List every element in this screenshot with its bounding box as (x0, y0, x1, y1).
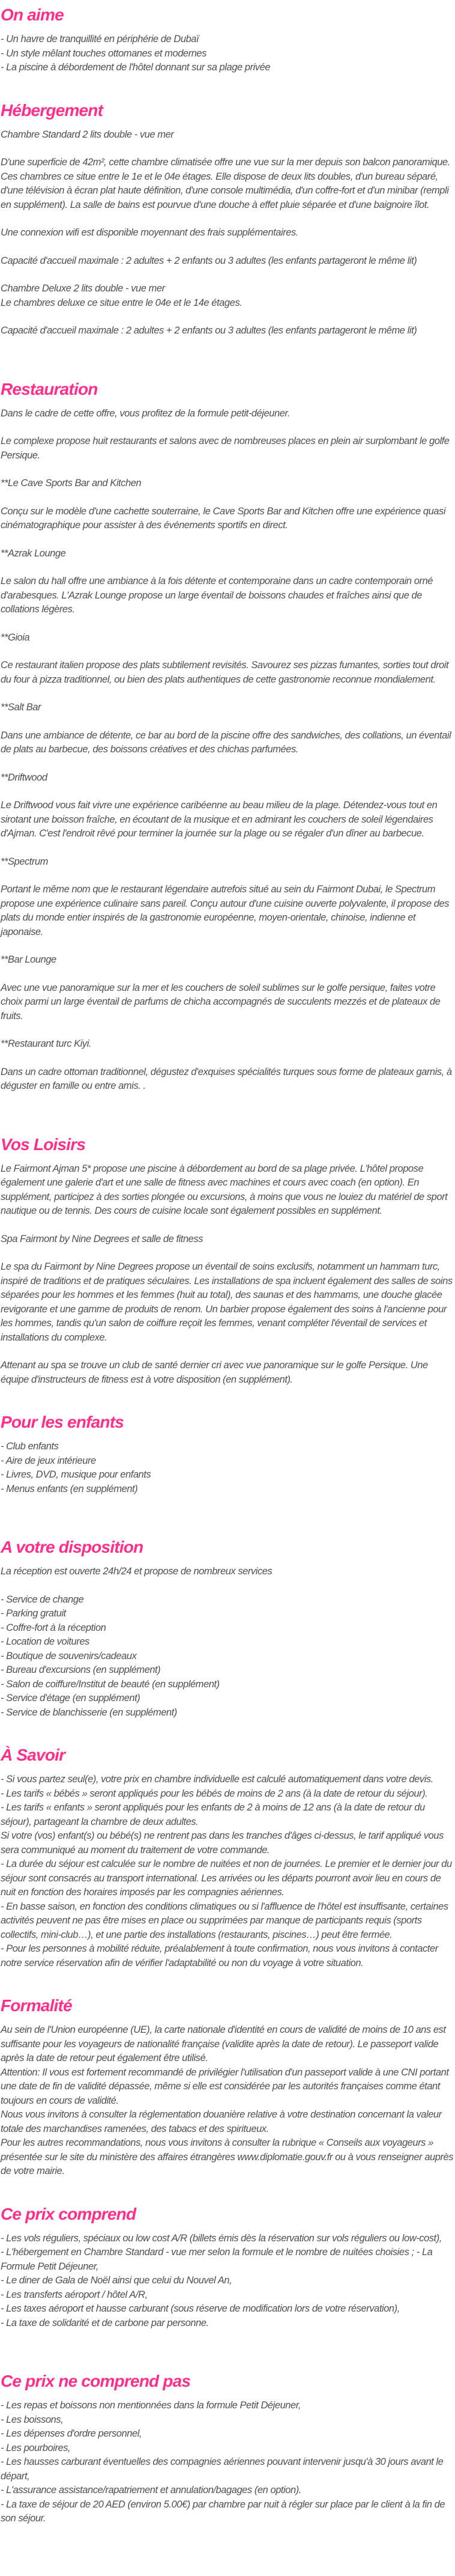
list-item: - La piscine à débordement de l'hôtel donnant sur sa plage privée (1, 62, 271, 73)
paragraph-group (1, 282, 455, 310)
section-hebergement (1, 102, 455, 338)
subheading: **Azrak Lounge (1, 547, 66, 559)
list-item: - Boutique de souvenirs/cadeaux (1, 1650, 137, 1661)
text-line: Le chambres deluxe ce situe entre le 04e et le 14e étages. (1, 297, 243, 308)
paragraph: Capacité d'accueil maximale : 2 adultes + 2 enfants ou 3 adultes (les enfants partageront le même lit) (1, 255, 417, 266)
list (1, 2232, 455, 2331)
section-heading-a-votre-disposition: A votre disposition (1, 1538, 143, 1556)
list-item: - Pour les personnes à mobilité réduite, préalablement à toute confirmation, nous vous invitons à contacter notre service réservation afin de vérifier l'adaptabilité ou non du voyage à votre situation. (1, 1943, 438, 1969)
list-item: - Si vous partez seul(e), votre prix en chambre individuelle est calculé automatiquement dans votre devis. (1, 1774, 433, 1785)
paragraph: Dans un cadre ottoman traditionnel, dégustez d'exquises spécialités turques sous forme de plateaux garnis, à déguster en famille ou entre amis. . (1, 1066, 452, 1091)
list-item: - Un havre de tranquillité en périphérie de Dubaï (1, 34, 199, 44)
paragraph: Le Driftwood vous fait vivre une expérience caribéenne au beau milieu de la plage. Détendez-vous tout en sirotant une boisson fraîche, en écoutant de la musique et en admirant les couchers de soleil légendaires d'Ajman. C'est l'endroit rêvé pour terminer la journée sur la plage ou se régaler d'un dîner au barbecue. (1, 800, 438, 839)
list-item: - La durée du séjour est calculée sur le nombre de nuitées et non de journées. Le premier et le dernier jour du séjour sont consacrés au transport international. Les arrivées ou les départs pourront avoir lieu en cours de nuit en fonction des horaires imposés par les compagnies aériennes. (1, 1859, 452, 1898)
list-item: - Les dépenses d'ordre personnel, (1, 2428, 142, 2439)
subheading: **Salt Bar (1, 702, 41, 713)
paragraph: Le salon du hall offre une ambiance à la fois détente et contemporaine dans un cadre contemporain orné d'arabesques. L'Azrak Lounge propose un large éventail de boissons chaudes et fraîches ainsi que de collations légères. (1, 576, 433, 615)
list-item: Au sein de l'Union européenne (UE), la carte nationale d'identité en cours de validité de moins de 10 ans est suffisante pour les voyageurs de nationalité française (validite après la date de retour). Le passeport valide après la date de retour peut également être utilisé. (1, 2024, 446, 2063)
list-item: - Les vols réguliers, spéciaux ou low cost A/R (billets émis dès la réservation sur vols réguliers ou low-cost), (1, 2232, 442, 2244)
list-item: - Parking gratuit (1, 1608, 66, 1619)
paragraph: Une connexion wifi est disponible moyennant des frais supplémentaires. (1, 227, 298, 238)
section-heading-vos-loisirs: Vos Loisirs (1, 1134, 86, 1154)
list-item: - Salon de coiffure/Institut de beauté (en supplément) (1, 1678, 220, 1690)
paragraph: Ce restaurant italien propose des plats subtilement revisités. Savourez ses pizzas fumantes, sorties tout droit du four à pizza traditionnel, ou bien des plats authentiques de cette gastronomie reconnue mondialement. (1, 660, 449, 685)
section-a-savoir (1, 1746, 455, 1970)
section-formalite (1, 1997, 455, 2179)
text-line: Chambre Deluxe 2 lits double - vue mer (1, 283, 165, 294)
subheading: **Bar Lounge (1, 954, 56, 965)
section-heading-hebergement: Hébergement (1, 100, 103, 120)
list-item: - Menus enfants (en supplément) (1, 1483, 138, 1494)
section-on-aime (1, 6, 455, 75)
list (1, 1773, 455, 1970)
list-item: - En basse saison, en fonction des conditions climatiques ou si l'affluence de l'hôtel est insuffisante, certaines activités peuvent ne pas être mises en place ou supprimées par manque de participants requis (sports collectifs, mini-club…), et une partie des installations (restaurants, piscines…) peut être fermée. (1, 1901, 448, 1940)
section-heading-restauration: Restauration (1, 379, 98, 398)
subheading: **Gioia (1, 632, 30, 643)
list-item: - Les hausses carburant éventuelles des compagnies aériennes pouvant intervenir jusqu'à 30 jours avant le départ, (1, 2456, 444, 2482)
list (1, 1593, 455, 1720)
list-item: - Livres, DVD, musique pour enfants (1, 1469, 151, 1480)
list (1, 2023, 455, 2179)
list-item: - Service de blanchisserie (en supplément) (1, 1707, 177, 1718)
list-item: - Bureau d'excursions (en supplément) (1, 1664, 161, 1675)
list-item: - Les tarifs « bébés » seront appliqués pour les bébés de moins de 2 ans (à la date de retour du séjour). (1, 1788, 428, 1799)
list-item: - Coffre-fort à la réception (1, 1622, 106, 1633)
list (1, 32, 455, 75)
list-item: - Location de voitures (1, 1636, 89, 1647)
subheading: Spa Fairmont by Nine Degrees et salle de fitness (1, 1233, 203, 1244)
section-restauration (1, 380, 455, 1094)
paragraph: Le Fairmont Ajman 5* propose une piscine à débordement au bord de sa plage privée. L'hôtel propose également une galerie d'art et une salle de fitness avec machines et cours avec coach (en option). En supplément, participez à des sorties plongée ou excursions, à moins que vous ne louiez du matériel de sport nautique ou de tennis. Des cours de cuisine locale sont également possibles en supplément. (1, 1163, 448, 1216)
paragraph: Capacité d'accueil maximale : 2 adultes + 2 enfants ou 3 adultes (les enfants partageront le même lit) (1, 325, 417, 336)
list-item: - Les repas et boissons non mentionnées dans la formule Petit Déjeuner, (1, 2400, 301, 2411)
list-item: - Les transferts aéroport / hôtel A/R, (1, 2289, 148, 2300)
list-item: - L'assurance assistance/rapatriement et annulation/bagages (en option). (1, 2485, 301, 2495)
section-heading-pour-les-enfants: Pour les enfants (1, 1413, 124, 1431)
list-item: - Service de change (1, 1594, 84, 1605)
section-ce-prix-ne-comprend-pas (1, 2372, 455, 2526)
list-item: - Aire de jeux intérieure (1, 1455, 96, 1466)
subheading: **Restaurant turc Kiyi. (1, 1038, 92, 1049)
list-item: - Un style mêlant touches ottomanes et modernes (1, 47, 206, 59)
list (1, 1440, 455, 1496)
list-item: Si votre (vos) enfant(s) ou bébé(s) ne rentrent pas dans les tranches d'âges ci-dessus, le tarif appliqué vous sera communiqué au moment du traitement de votre commande. (1, 1830, 444, 1856)
list (1, 2399, 455, 2526)
list-item: - La taxe de séjour de 20 AED (environ 5.00€) par chambre par nuit à régler sur place par le client à la fin de son séjour. (1, 2498, 445, 2524)
list-item: - L'hébergement en Chambre Standard - vue mer selon la formule et le nombre de nuitées choisies ; - La Formule Petit Déjeuner, (1, 2247, 433, 2272)
section-a-votre-disposition (1, 1538, 455, 1720)
list-item: Attention: Il vous est fortement recommandé de privilégier l'utilisation d'un passeport valide à une CNI portant une date de fin de validité dépassée, même si elle est considérée par les autorités françaises comme étant toujours en cours de validité. (1, 2066, 449, 2106)
paragraph: Conçu sur le modèle d'une cachette souterraine, le Cave Sports Bar and Kitchen offre une expérience quasi cinématographique pour assister à des événements sportifs en direct. (1, 505, 446, 531)
list-item: - Les taxes aéroport et hausse carburant (sous réserve de modification lors de votre réservation), (1, 2303, 400, 2314)
subheading: Chambre Standard 2 lits double - vue mer (1, 129, 174, 140)
paragraph: Attenant au spa se trouve un club de santé dernier cri avec vue panoramique sur le golfe Persique. Une équipe d'instructeurs de fitness est à votre disposition (en supplément). (1, 1360, 428, 1385)
paragraph: La réception est ouverte 24h/24 et propose de nombreux services (1, 1566, 273, 1577)
list-item: - Les tarifs « enfants » seront appliqués pour les enfants de 2 à moins de 12 ans (à la date de retour du séjour), partageant la chambre de deux adultes. (1, 1802, 425, 1827)
paragraph: D'une superficie de 42m², cette chambre climatisée offre une vue sur la mer depuis son balcon panoramique. Ces chambres ce situe entre le 1e et le 04e étages. Elle dispose de deux lits doubles, d'un bureau séparé, d'une télévision à écran plat haute définition, d'une console multimédia, d'un coffre-fort et d'un minibar (rempli en supplément). La salle de bains est pourvue d'une douche à effet pluie séparée et d'une baignoire îlot. (1, 157, 450, 210)
section-heading-a-savoir: À Savoir (1, 1746, 65, 1764)
paragraph: Avec une vue panoramique sur la mer et les couchers de soleil sublimes sur le golfe persique, faites votre choix parmi un large éventail de parfums de chicha accompagnés de succulents mezzés et de plateaux de fruits. (1, 982, 441, 1022)
subheading: **Spectrum (1, 856, 48, 867)
list-item: - La taxe de solidarité et de carbone par personne. (1, 2317, 209, 2328)
section-ce-prix-comprend (1, 2205, 455, 2331)
subheading: **Driftwood (1, 772, 47, 783)
section-vos-loisirs (1, 1136, 455, 1387)
section-heading-formalite: Formalité (1, 1996, 72, 2015)
list-item: - Les boissons, (1, 2414, 64, 2425)
paragraph: Le spa du Fairmont by Nine Degrees propose un éventail de soins exclusifs, notamment un hammam turc, inspiré de traditions et de pratiques séculaires. Les installations de spa incluent également des salles de soins séparées pour les hommes et les femmes (huit au total), des saunas et des hammams, une douche glacée revigorante et une gamme de produits de renom. Un barbier propose également des soins à l'ancienne pour les hommes, tandis qu'un salon de coiffure reçoit les femmes, venant compléter l'éventail de services et installations du complexe. (1, 1261, 453, 1343)
subheading: **Le Cave Sports Bar and Kitchen (1, 478, 142, 489)
section-pour-les-enfants (1, 1413, 455, 1496)
list-item: - Service d'étage (en supplément) (1, 1693, 140, 1704)
section-heading-on-aime: On aime (1, 5, 64, 24)
list-item: - Le diner de Gala de Noël ainsi que celui du Nouvel An, (1, 2275, 232, 2286)
list-item: - Les pourboires, (1, 2442, 71, 2453)
paragraph: Portant le même nom que le restaurant légendaire autrefois situé au sein du Fairmont Dubai, le Spectrum propose une expérience culinaire sans pareil. Conçu autour d'une cuisine ouverte polyvalente, il propose des plats du monde entier inspirés de la gastronomie européenne, moyen-orientale, chinoise, indienne et japonaise. (1, 884, 450, 937)
list-item: Pour les autres recommandations, nous vous invitons à consulter la rubrique « Conseils aux voyageurs » présentée sur le site du ministère des affaires étrangères www.diplomatie.gouv.fr ou à vous renseigner auprès de votre mairie. (1, 2137, 454, 2176)
paragraph: Dans le cadre de cette offre, vous profitez de la formule petit-déjeuner. (1, 407, 290, 419)
section-heading-ce-prix-comprend: Ce prix comprend (1, 2204, 136, 2223)
list-item: Nous vous invitons à consulter la réglementation douanière relative à votre destination concernant la valeur totale des marchandises ramenées, des tabacs et des spiritueux. (1, 2109, 442, 2134)
paragraph: Dans une ambiance de détente, ce bar au bord de la piscine offre des sandwiches, des collations, un éventail de plats au barbecue, des boissons créatives et des chichas parfumées. (1, 729, 451, 755)
section-heading-ce-prix-ne-comprend-pas: Ce prix ne comprend pas (1, 2372, 191, 2390)
paragraph: Le complexe propose huit restaurants et salons avec de nombreuses places en plein air surplombant le golfe Persique. (1, 436, 450, 461)
list-item: - Club enfants (1, 1441, 59, 1452)
